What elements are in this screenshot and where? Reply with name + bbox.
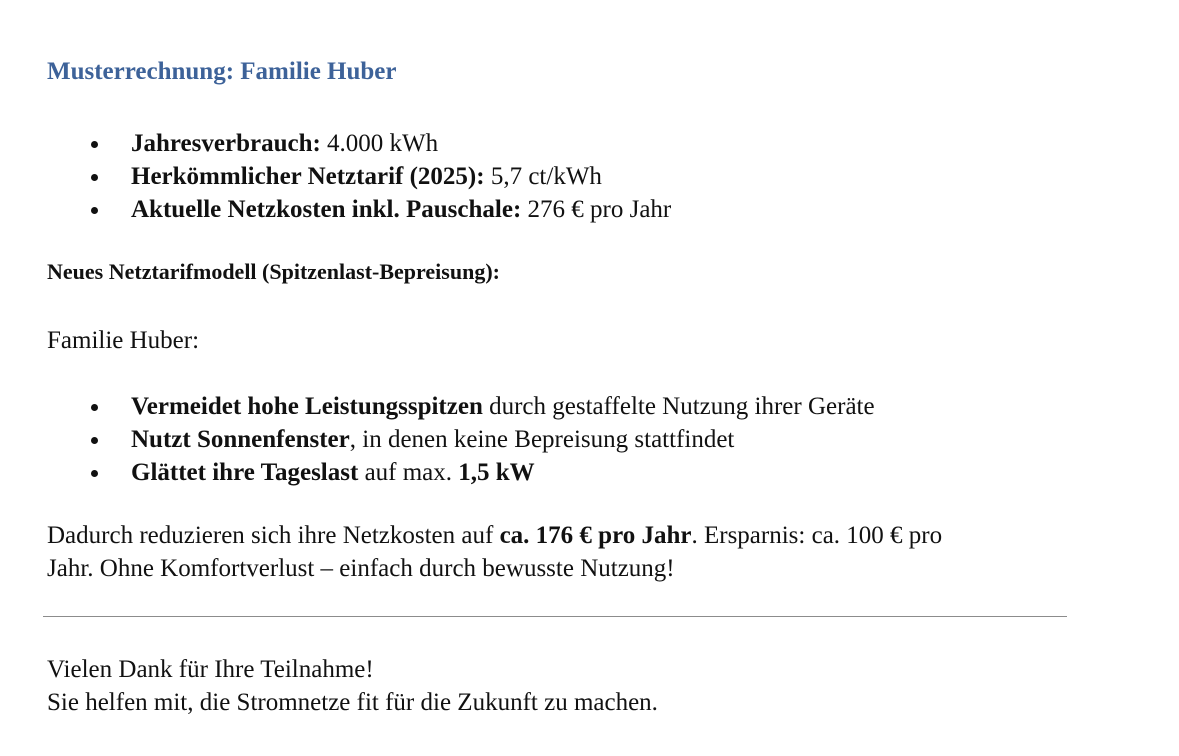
measure-text: , in denen keine Bepreisung stattfindet: [349, 426, 735, 453]
fact-label: Aktuelle Netzkosten inkl. Pauschale:: [131, 196, 522, 223]
closing-line1: Vielen Dank für Ihre Teilnahme!: [47, 656, 374, 683]
measure-text: durch gestaffelte Nutzung ihrer Geräte: [482, 393, 875, 420]
list-item: [47, 423, 875, 456]
result-paragraph: [47, 519, 942, 585]
list-item: [47, 127, 671, 160]
measure-bold-value: 1,5 kW: [458, 459, 535, 486]
closing-paragraph: [47, 653, 658, 719]
section-heading: Musterrechnung: Familie Huber: [47, 58, 397, 85]
fact-label: Jahresverbrauch:: [131, 130, 321, 157]
subheading: Neues Netztarifmodell (Spitzenlast-Bepreisung):: [47, 259, 500, 284]
fact-value: 4.000 kWh: [320, 130, 439, 157]
measure-text: auf max.: [358, 459, 459, 486]
list-item: [47, 390, 875, 423]
facts-list: [47, 127, 671, 226]
result-line2: Jahr. Ohne Komfortverlust – einfach durch bewusste Nutzung!: [47, 555, 675, 582]
result-suffix: . Ersparnis: ca. 100 € pro: [691, 522, 943, 549]
closing-line2: Sie helfen mit, die Stromnetze fit für die Zukunft zu machen.: [47, 689, 658, 716]
family-intro: Familie Huber:: [47, 327, 200, 354]
measure-bold: Nutzt Sonnenfenster: [131, 426, 350, 453]
list-item: [47, 160, 671, 193]
measure-bold: Glättet ihre Tageslast: [131, 459, 359, 486]
fact-value: 276 € pro Jahr: [521, 196, 672, 223]
divider: [43, 616, 1067, 617]
measures-list: [47, 390, 875, 489]
fact-value: 5,7 ct/kWh: [484, 163, 602, 190]
fact-label: Herkömmlicher Netztarif (2025):: [131, 163, 485, 190]
result-amount: ca. 176 € pro Jahr: [499, 522, 692, 549]
list-item: [47, 193, 671, 226]
list-item: [47, 456, 875, 489]
result-prefix: Dadurch reduzieren sich ihre Netzkosten auf: [47, 522, 500, 549]
measure-bold: Vermeidet hohe Leistungsspitzen: [131, 393, 483, 420]
